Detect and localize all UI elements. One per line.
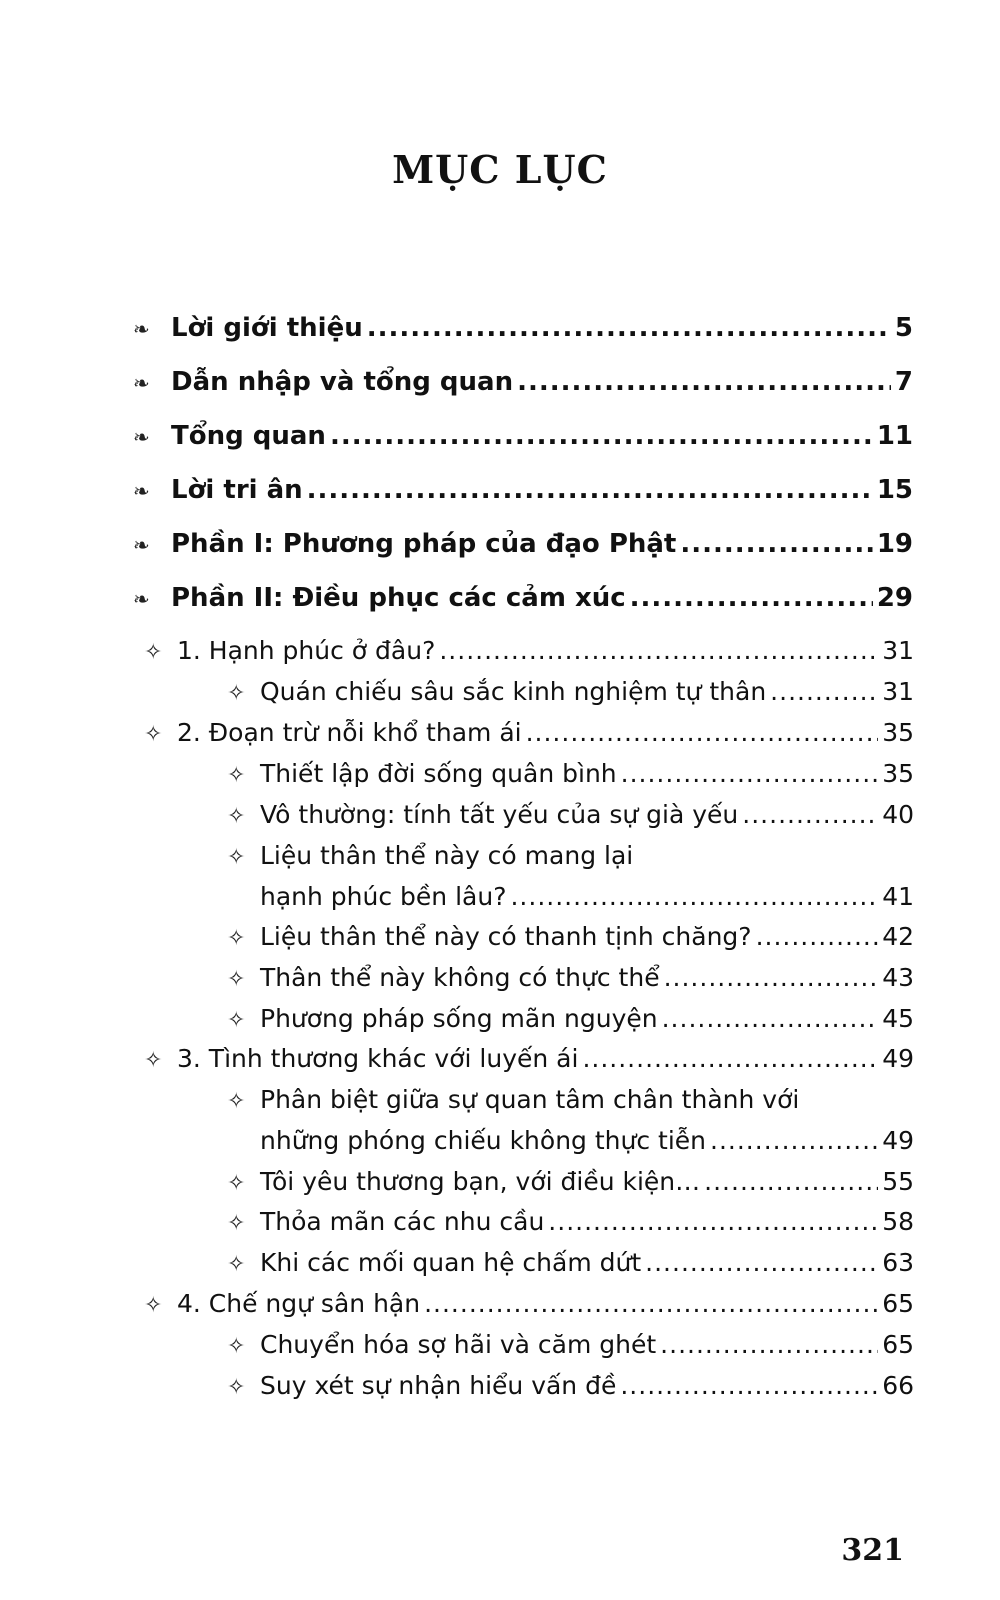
toc-entry-page: 55 <box>882 1167 914 1196</box>
fleuron-icon: ❧ <box>133 425 150 449</box>
sparkle-icon: ✧ <box>227 1008 246 1033</box>
sparkle-icon: ✧ <box>227 1089 246 1114</box>
toc-entry-page: 35 <box>882 759 914 788</box>
sparkle-icon: ✧ <box>227 1375 246 1400</box>
toc-entry-page: 65 <box>882 1330 914 1359</box>
toc-entry-page: 19 <box>876 529 913 559</box>
fleuron-icon: ❧ <box>133 317 150 341</box>
sparkle-icon: ✧ <box>227 681 246 706</box>
toc-entry-label: Tổng quan <box>171 421 326 451</box>
sparkle-icon: ✧ <box>144 640 163 665</box>
leader-dots <box>742 800 878 829</box>
page-title: MỤC LỤC <box>392 147 608 192</box>
sparkle-icon: ✧ <box>227 1334 246 1359</box>
toc-entry-page: 29 <box>876 583 913 613</box>
leader-dots <box>704 1167 878 1196</box>
toc-entry-major <box>133 367 913 407</box>
toc-entry-section <box>227 841 914 879</box>
toc-entry-label: Phương pháp sống mãn nguyện <box>260 1004 658 1033</box>
toc-entry-section <box>227 1004 914 1042</box>
leader-dots <box>548 1207 878 1236</box>
toc-entry-label: Phần II: Điều phục các cảm xúc <box>171 583 626 613</box>
toc-entry-chapter <box>144 636 914 674</box>
sparkle-icon: ✧ <box>227 1252 246 1277</box>
toc-entry-major <box>133 583 913 623</box>
toc-entry-label: Thân thể này không có thực thể <box>260 963 660 992</box>
sparkle-icon: ✧ <box>227 967 246 992</box>
toc-entry-page: 41 <box>882 882 914 911</box>
toc-entry-page: 49 <box>882 1044 914 1073</box>
sparkle-icon: ✧ <box>227 804 246 829</box>
leader-dots <box>710 1126 878 1155</box>
toc-entry-page: 45 <box>882 1004 914 1033</box>
toc-entry-section <box>227 1371 914 1409</box>
toc-entry-label: Lời tri ân <box>171 475 303 505</box>
toc-entry-section <box>227 1207 914 1245</box>
toc-entry-major <box>133 529 913 569</box>
toc-entry-page: 58 <box>882 1207 914 1236</box>
fleuron-icon: ❧ <box>133 533 150 557</box>
toc-entry-section <box>227 922 914 960</box>
leader-dots <box>645 1248 878 1277</box>
leader-dots <box>680 529 872 559</box>
toc-entry-page: 5 <box>894 313 913 343</box>
sparkle-icon: ✧ <box>227 1211 246 1236</box>
toc-entry-page: 40 <box>882 800 914 829</box>
toc-entry-page: 65 <box>882 1289 914 1318</box>
toc-entry-label: 4. Chế ngự sân hận <box>177 1289 421 1318</box>
toc-entry-section <box>227 800 914 838</box>
leader-dots <box>620 1371 878 1400</box>
leader-dots <box>660 1330 878 1359</box>
toc-entry-label: 3. Tình thương khác với luyến ái <box>177 1044 579 1073</box>
toc-entry-page: 42 <box>882 922 914 951</box>
toc-entry-section-continued <box>260 882 914 920</box>
toc-entry-label: Liệu thân thể này có mang lại <box>260 841 634 870</box>
leader-dots <box>526 718 879 747</box>
leader-dots <box>424 1289 878 1318</box>
sparkle-icon: ✧ <box>144 1293 163 1318</box>
toc-entry-page: 15 <box>876 475 913 505</box>
toc-entry-section <box>227 1085 914 1123</box>
sparkle-icon: ✧ <box>144 1048 163 1073</box>
toc-entry-label: Chuyển hóa sợ hãi và căm ghét <box>260 1330 657 1359</box>
toc-entry-label: Lời giới thiệu <box>171 313 363 343</box>
leader-dots <box>510 882 878 911</box>
fleuron-icon: ❧ <box>133 371 150 395</box>
toc-entry-section <box>227 759 914 797</box>
toc-entry-label: 2. Đoạn trừ nỗi khổ tham ái <box>177 718 522 747</box>
toc-entry-page: 63 <box>882 1248 914 1277</box>
toc-entry-page: 31 <box>882 636 914 665</box>
toc-entry-page: 35 <box>882 718 914 747</box>
leader-dots <box>664 963 879 992</box>
toc-entry-page: 31 <box>882 677 914 706</box>
toc-entry-label: Phần I: Phương pháp của đạo Phật <box>171 529 677 559</box>
toc-entry-section <box>227 1167 914 1205</box>
toc-entry-major <box>133 475 913 515</box>
leader-dots <box>770 677 878 706</box>
toc-entry-section <box>227 677 914 715</box>
sparkle-icon: ✧ <box>227 926 246 951</box>
toc-entry-page: 66 <box>882 1371 914 1400</box>
leader-dots <box>330 421 873 451</box>
toc-entry-chapter <box>144 718 914 756</box>
fleuron-icon: ❧ <box>133 587 150 611</box>
leader-dots <box>307 475 873 505</box>
leader-dots <box>630 583 873 613</box>
leader-dots <box>756 922 879 951</box>
toc-entry-chapter <box>144 1289 914 1327</box>
toc-entry-major <box>133 313 913 353</box>
toc-entry-section <box>227 1330 914 1368</box>
toc-entry-label: Liệu thân thể này có thanh tịnh chăng? <box>260 922 752 951</box>
toc-entry-label: Vô thường: tính tất yếu của sự già yếu <box>260 800 739 829</box>
toc-entry-label: Thiết lập đời sống quân bình <box>260 759 617 788</box>
toc-entry-label: Quán chiếu sâu sắc kinh nghiệm tự thân <box>260 677 767 706</box>
toc-entry-major <box>133 421 913 461</box>
toc-entry-label: Dẫn nhập và tổng quan <box>171 367 514 397</box>
leader-dots <box>662 1004 879 1033</box>
toc-entry-label: hạnh phúc bền lâu? <box>260 882 507 911</box>
sparkle-icon: ✧ <box>227 845 246 870</box>
toc-entry-label: 1. Hạnh phúc ở đâu? <box>177 636 436 665</box>
sparkle-icon: ✧ <box>144 722 163 747</box>
toc-entry-label: Thỏa mãn các nhu cầu <box>260 1207 545 1236</box>
leader-dots <box>367 313 891 343</box>
toc-entry-section <box>227 1248 914 1286</box>
fleuron-icon: ❧ <box>133 479 150 503</box>
toc-entry-page: 7 <box>894 367 913 397</box>
toc-entry-label: Phân biệt giữa sự quan tâm chân thành với <box>260 1085 800 1114</box>
toc-entry-page: 49 <box>882 1126 914 1155</box>
toc-entry-label: Khi các mối quan hệ chấm dứt <box>260 1248 642 1277</box>
toc-entry-chapter <box>144 1044 914 1082</box>
sparkle-icon: ✧ <box>227 1171 246 1196</box>
toc-entry-label: Suy xét sự nhận hiểu vấn đề <box>260 1371 617 1400</box>
leader-dots <box>621 759 879 788</box>
toc-entry-page: 11 <box>876 421 913 451</box>
toc-entry-section <box>227 963 914 1001</box>
toc-entry-section-continued <box>260 1126 914 1164</box>
leader-dots <box>439 636 878 665</box>
toc-entry-label: những phóng chiếu không thực tiễn <box>260 1126 707 1155</box>
toc-entry-label: Tôi yêu thương bạn, với điều kiện… <box>260 1167 701 1196</box>
leader-dots <box>582 1044 878 1073</box>
toc-entry-page: 43 <box>882 963 914 992</box>
sparkle-icon: ✧ <box>227 763 246 788</box>
leader-dots <box>517 367 891 397</box>
page-number: 321 <box>841 1533 904 1568</box>
